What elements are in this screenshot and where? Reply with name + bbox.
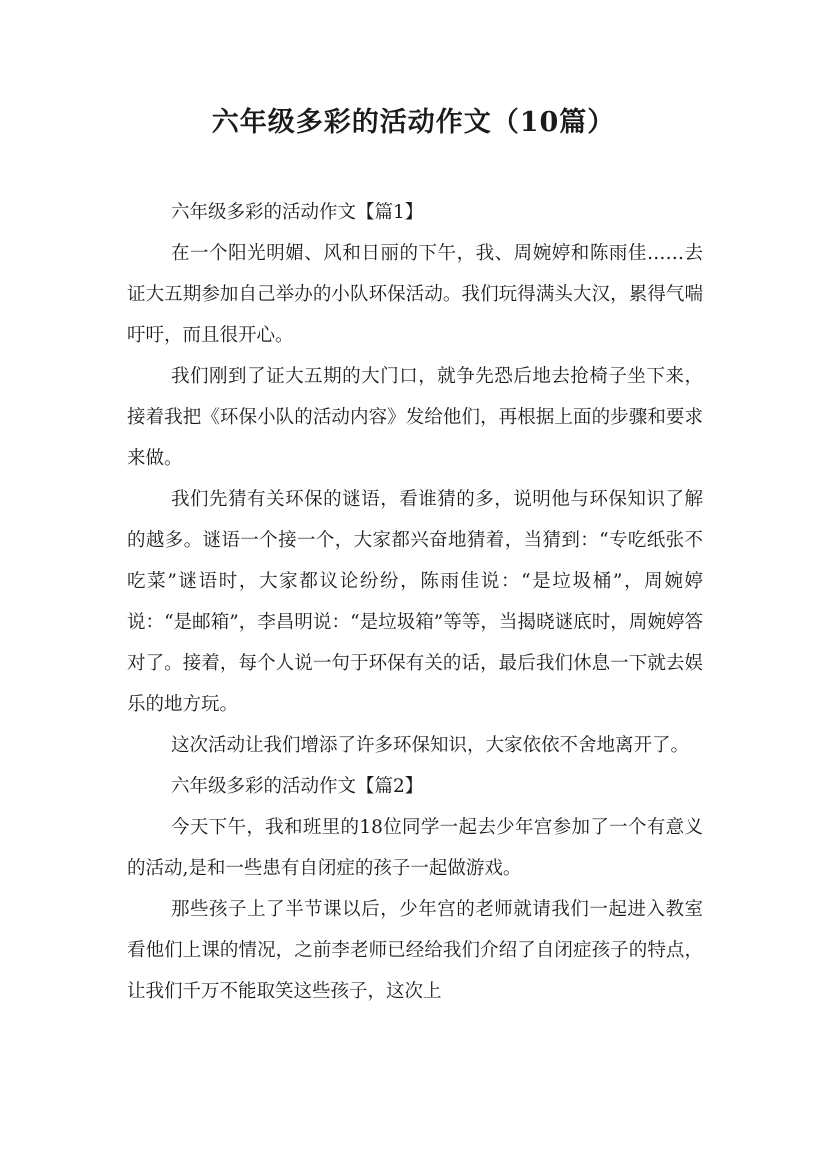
paragraph: 我们先猜有关环保的谜语，看谁猜的多，说明他与环保知识了解的越多。谜语一个接一个，大家都兴奋地猜着，当猜到：“专吃纸张不吃菜”谜语时，大家都议论纷纷，陈雨佳说：“是垃圾桶”，周婉婷说：“是邮箱”，李昌明说：“是垃圾箱”等等，当揭晓谜底时，周婉婷答对了。接着，每个人说一句于环保有关的话，最后我们休息一下就去娱乐的地方玩。 xyxy=(127,489,703,715)
paragraph: 这次活动让我们增添了许多环保知识，大家依依不舍地离开了。 xyxy=(171,735,690,756)
paragraph: 在一个阳光明媚、风和日丽的下午，我、周婉婷和陈雨佳……去证大五期参加自己举办的小队环保活动。我们玩得满头大汉，累得气喘吁吁，而且很开心。 xyxy=(127,243,703,346)
paragraph: 那些孩子上了半节课以后，少年宫的老师就请我们一起进入教室看他们上课的情况，之前李老师已经给我们介绍了自闭症孩子的特点，让我们千万不能取笑这些孩子，这次上 xyxy=(127,899,703,1002)
document-body xyxy=(127,192,703,1012)
section-heading-1: 六年级多彩的活动作文【篇1】 xyxy=(171,202,424,223)
document-title: 六年级多彩的活动作文（10篇） xyxy=(211,107,616,138)
paragraph: 我们刚到了证大五期的大门口，就争先恐后地去抢椅子坐下来，接着我把《环保小队的活动内容》发给他们，再根据上面的步骤和要求来做。 xyxy=(127,366,703,469)
paragraph: 今天下午，我和班里的18位同学一起去少年宫参加了一个有意义的活动,是和一些患有自闭症的孩子一起做游戏。 xyxy=(127,817,703,879)
section-heading-2: 六年级多彩的活动作文【篇2】 xyxy=(171,776,424,797)
